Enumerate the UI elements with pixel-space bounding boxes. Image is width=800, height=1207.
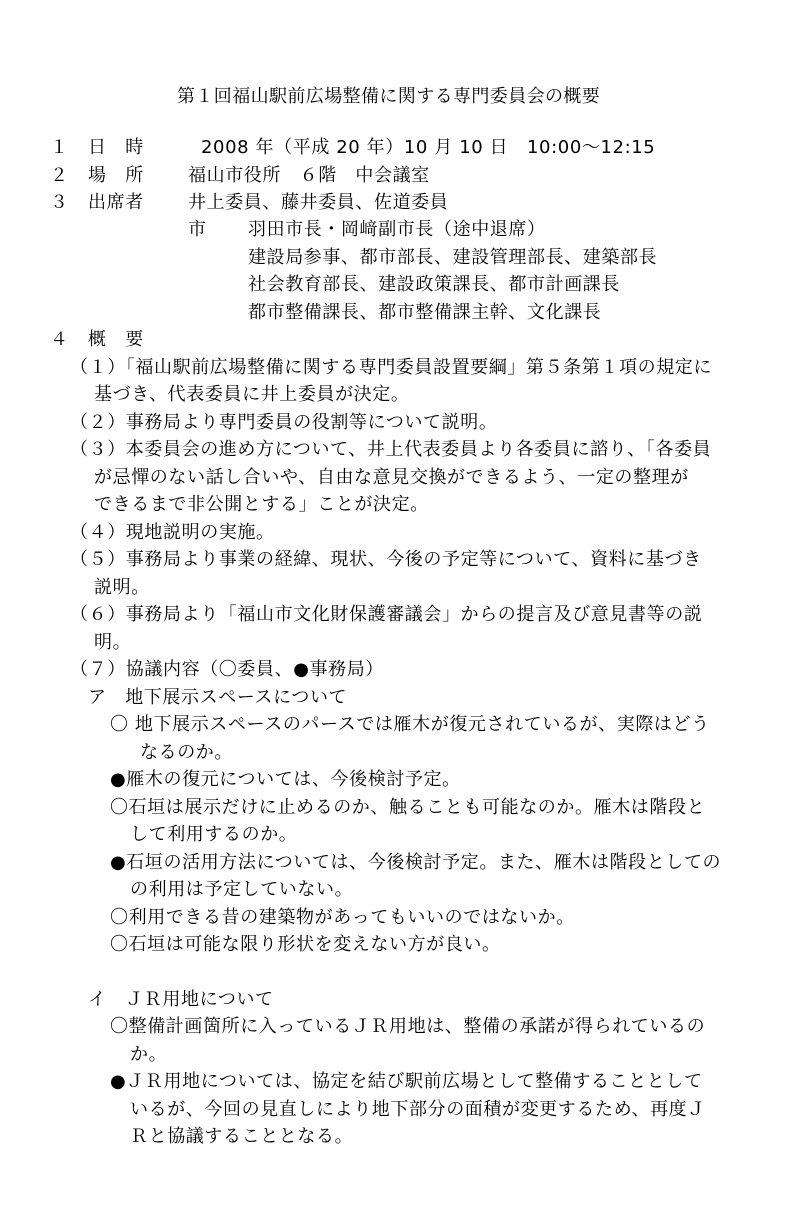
document-title: 第１回福山駅前広場整備に関する専門委員会の概要 (177, 86, 601, 107)
discussion-line: 〇石垣は展示だけに止めるのか、触ることも可能なのか。雁木は階段と (110, 797, 706, 818)
meeting-venue: 福山市役所 ６階 中会議室 (188, 165, 430, 186)
section-4-label: 概 要 (88, 329, 144, 350)
meeting-time: 10:00～12:15 (527, 137, 656, 158)
meeting-date: 2008 年（平成 20 年）10 月 10 日 (201, 137, 509, 158)
discussion-line: 〇利用できる昔の建築物があってもいいのではないか。 (110, 907, 575, 928)
section-2-label: 場 所 (88, 165, 144, 186)
discussion-line: ●石垣の活用方法については、今後検討予定。また、雁木は階段としての (110, 852, 722, 873)
discussion-line: して利用するのか。 (130, 824, 298, 845)
summary-item-line: （１）「福山駅前広場整備に関する専門委員設置要綱」第５条第１項の規定に (70, 357, 712, 378)
summary-item-line: が忌憚のない話し合いや、自由な意見交換ができるよう、一定の整理が (94, 467, 689, 488)
summary-item-line: 説明。 (94, 577, 150, 598)
city-label: 市 (188, 219, 207, 240)
discussion-line: ●ＪＲ用地については、協定を結び駅前広場として整備することとして (110, 1071, 703, 1092)
section-3-number: ３ (50, 192, 69, 213)
discussion-line: ●雁木の復元については、今後検討予定。 (110, 769, 461, 790)
city-attendee-line: 建設局参事、都市部長、建設管理部長、建築部長 (248, 247, 658, 268)
subsection-a-heading: ア 地下展示スペースについて (88, 687, 348, 708)
discussion-line: Ｒと協議することとなる。 (130, 1126, 354, 1147)
summary-item-line: 基づき、代表委員に井上委員が決定。 (94, 384, 410, 405)
subsection-b-heading: イ ＪＲ用地について (88, 989, 274, 1010)
discussion-line: 〇整備計画箇所に入っているＪＲ用地は、整備の承諾が得られているの (110, 1016, 706, 1037)
discussion-line: か。 (130, 1044, 168, 1065)
summary-item-line: （３）本委員会の進め方について、井上代表委員より各委員に諮り、「各委員 (70, 439, 712, 460)
attending-members: 井上委員、藤井委員、佐道委員 (188, 192, 449, 213)
city-attendee-line: 社会教育部長、建設政策課長、都市計画課長 (248, 274, 620, 295)
section-1-label: 日 時 (88, 137, 144, 158)
section-2-number: ２ (50, 165, 69, 186)
section-4-number: ４ (50, 329, 69, 350)
discussion-line: 〇 地下展示スペースのパースでは雁木が復元されているが、実際はどう (110, 714, 710, 735)
summary-item-line: （５）事務局より事業の経緯、現状、今後の予定等について、資料に基づき (70, 549, 702, 570)
summary-item-line: （７）協議内容（〇委員、●事務局） (70, 659, 384, 680)
summary-item-line: （６）事務局より「福山市文化財保護審議会」からの提言及び意見書等の説 (70, 604, 703, 625)
summary-item-line: （４）現地説明の実施。 (70, 522, 275, 543)
summary-item-line: 明。 (94, 632, 132, 653)
discussion-line: の利用は予定していない。 (130, 879, 354, 900)
discussion-line: なるのか。 (140, 742, 233, 763)
city-attendee-line: 羽田市長・岡﨑副市長（途中退席） (248, 219, 546, 240)
discussion-line: 〇石垣は可能な限り形状を変えない方が良い。 (110, 934, 501, 955)
discussion-line: いるが、今回の見直しにより地下部分の面積が変更するため、再度Ｊ (130, 1099, 706, 1120)
summary-item-line: （２）事務局より専門委員の役割等について説明。 (70, 412, 498, 433)
summary-item-line: できるまで非公開とする」ことが決定。 (94, 494, 429, 515)
section-3-label: 出席者 (88, 192, 144, 213)
city-attendee-line: 都市整備課長、都市整備課主幹、文化課長 (248, 302, 602, 323)
section-1-number: １ (50, 137, 69, 158)
